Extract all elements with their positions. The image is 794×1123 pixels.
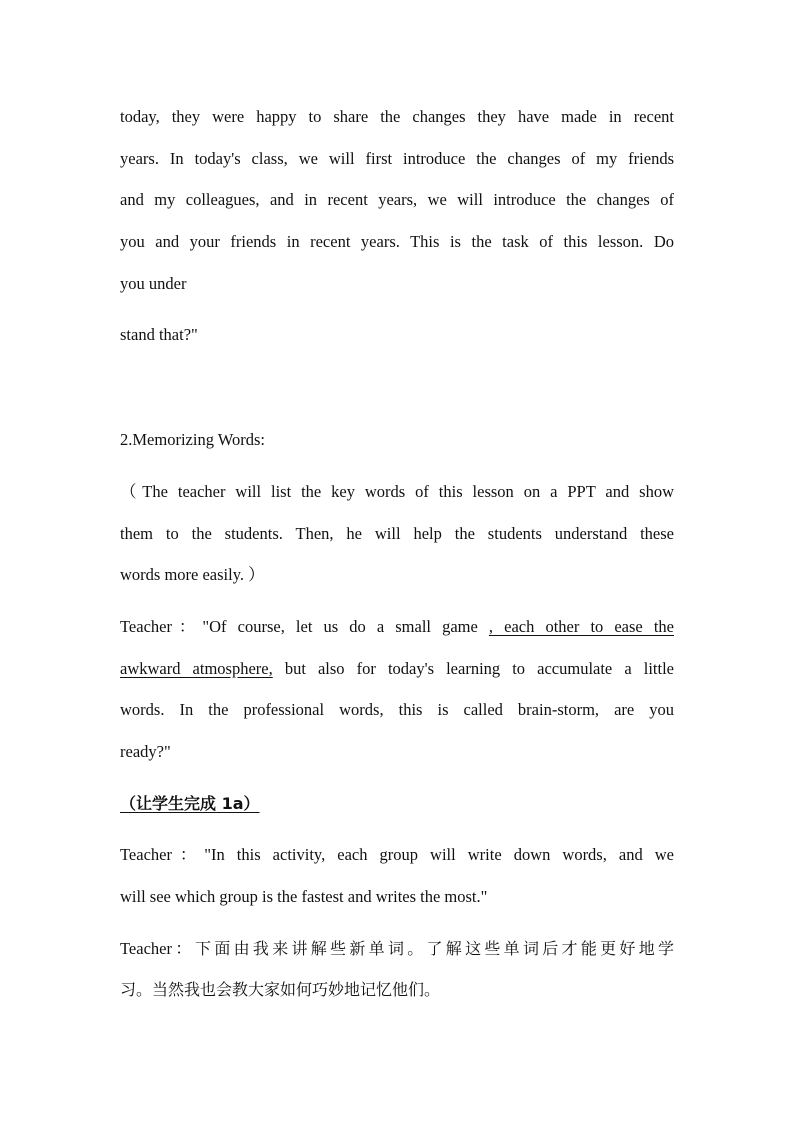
text-line: them to the students. Then, he will help the students understand these bbox=[120, 523, 674, 543]
task-label bbox=[120, 783, 674, 825]
section-heading: 2.Memorizing Words: bbox=[120, 430, 266, 450]
text-line: you and your friends in recent years. This is the task of this lesson. Do bbox=[120, 232, 674, 252]
text-line: ready?" bbox=[120, 741, 171, 761]
text-line: Teacher："In this activity, each group will write down words, and we bbox=[120, 845, 674, 865]
chinese-text: 习。当然我也会教大家如何巧妙地记忆他们。 bbox=[120, 980, 441, 1000]
text-line: today, they were happy to share the changes they have made in recent bbox=[120, 107, 674, 126]
teacher-note bbox=[120, 471, 674, 596]
text-line bbox=[120, 928, 674, 970]
teacher-game-paragraph bbox=[120, 606, 674, 773]
text-line: will see which group is the fastest and writes the most." bbox=[120, 887, 488, 906]
text-line: words. In the professional words, this is called brain-storm, are you bbox=[120, 700, 674, 720]
underlined-text: , each other to ease the bbox=[488, 616, 674, 636]
text-line: years. In today's class, we will first introduce the changes of my friends bbox=[120, 148, 674, 168]
text-line: （The teacher will list the key words of this lesson on a PPT and show bbox=[120, 481, 674, 501]
text-line: words more easily. ） bbox=[120, 565, 265, 585]
teacher-cn-paragraph bbox=[120, 928, 674, 1011]
document-page bbox=[120, 96, 674, 1011]
text-line bbox=[120, 606, 674, 648]
intro-paragraph bbox=[120, 96, 674, 304]
text-line: and my colleagues, and in recent years, we will introduce the changes of bbox=[120, 190, 674, 210]
teacher-label: Teacher： bbox=[120, 938, 196, 958]
underlined-text: awkward atmosphere, bbox=[120, 658, 273, 678]
task-label-text: （让学生完成 1a） bbox=[120, 793, 260, 813]
teacher-activity-paragraph bbox=[120, 834, 674, 917]
chinese-text: 下面由我来讲解些新单词。了解这些单词后才能更好地学 bbox=[195, 938, 674, 958]
text-line: you under bbox=[120, 273, 187, 293]
text-line bbox=[120, 648, 674, 690]
teacher-speech: Teacher："Of course, let us do a small game bbox=[120, 616, 489, 636]
text-line: stand that?" bbox=[120, 325, 198, 345]
teacher-speech: but also for today's learning to accumulate a little bbox=[272, 658, 674, 678]
